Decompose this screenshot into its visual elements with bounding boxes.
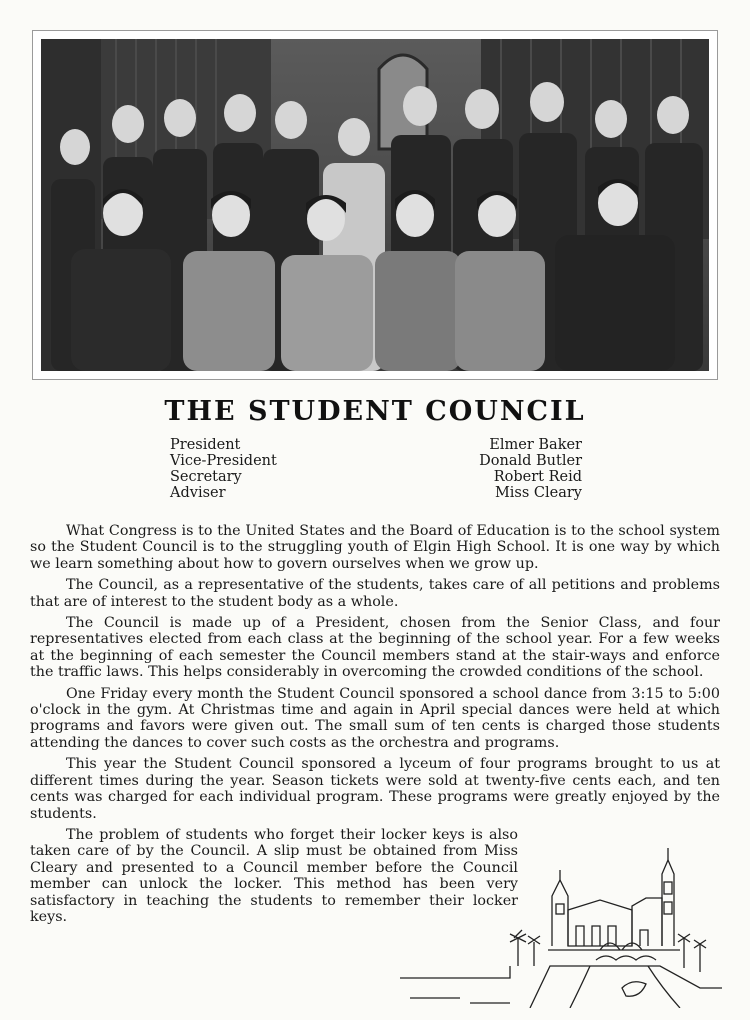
- officer-name: Miss Cleary: [494, 485, 582, 501]
- officer-row: [170, 485, 582, 501]
- officer-name: Robert Reid: [493, 469, 582, 485]
- group-photograph-frame: [32, 30, 718, 380]
- officer-role: Adviser: [170, 485, 226, 501]
- officer-row: [170, 469, 582, 485]
- officer-name: Donald Butler: [479, 453, 582, 469]
- paragraph: One Friday every month the Student Council sponsored a school dance from 3:15 to 5:00 o'clock in the gym. At Christmas time and again in April special dances were held at which programs and favors were given out. The small sum of ten cents is charged those students attending the dances to cover such costs as the orchestra and programs.: [30, 685, 720, 751]
- officer-role: Vice-President: [170, 453, 277, 469]
- paragraph: The problem of students who forget their locker keys is also taken care of by the Council. A slip must be obtained from Miss Cleary and presented to a Council member before the Council member can unlock the locker. This method has been very satisfactory in teaching the students to remember their locker keys.: [30, 826, 518, 925]
- school-building-icon: [400, 838, 722, 1008]
- page-title: THE STUDENT COUNCIL: [164, 396, 586, 427]
- paragraph: This year the Student Council sponsored a lyceum of four programs brought to us at different times during the year. Season tickets were sold at twenty-five cents each, and ten cents was charged for each individual program. These programs were greatly enjoyed by the students.: [30, 756, 720, 822]
- officer-name: Elmer Baker: [489, 437, 582, 453]
- officer-list: [170, 437, 582, 501]
- school-building-sketch: [400, 838, 722, 1008]
- officer-role: President: [170, 437, 241, 453]
- group-photograph: [41, 39, 709, 371]
- group-photograph-image: [41, 39, 709, 371]
- paragraph: What Congress is to the United States and the Board of Education is to the school system so the Student Council is to the struggling youth of Elgin High School. It is one way by which we learn something about how to govern ourselves when we grow up.: [30, 523, 720, 572]
- paragraph: The Council is made up of a President, chosen from the Senior Class, and four representatives elected from each class at the beginning of the school year. For a few weeks at the beginning of each semester the Council members stand at the stair-ways and enforce the traffic laws. This helps considerably in overcoming the crowded conditions of the school.: [30, 615, 720, 681]
- officer-row: [170, 453, 582, 469]
- paragraph: The Council, as a representative of the students, takes care of all petitions and problems that are of interest to the student body as a whole.: [30, 577, 720, 610]
- officer-role: Secretary: [170, 469, 242, 485]
- officer-row: [170, 437, 582, 453]
